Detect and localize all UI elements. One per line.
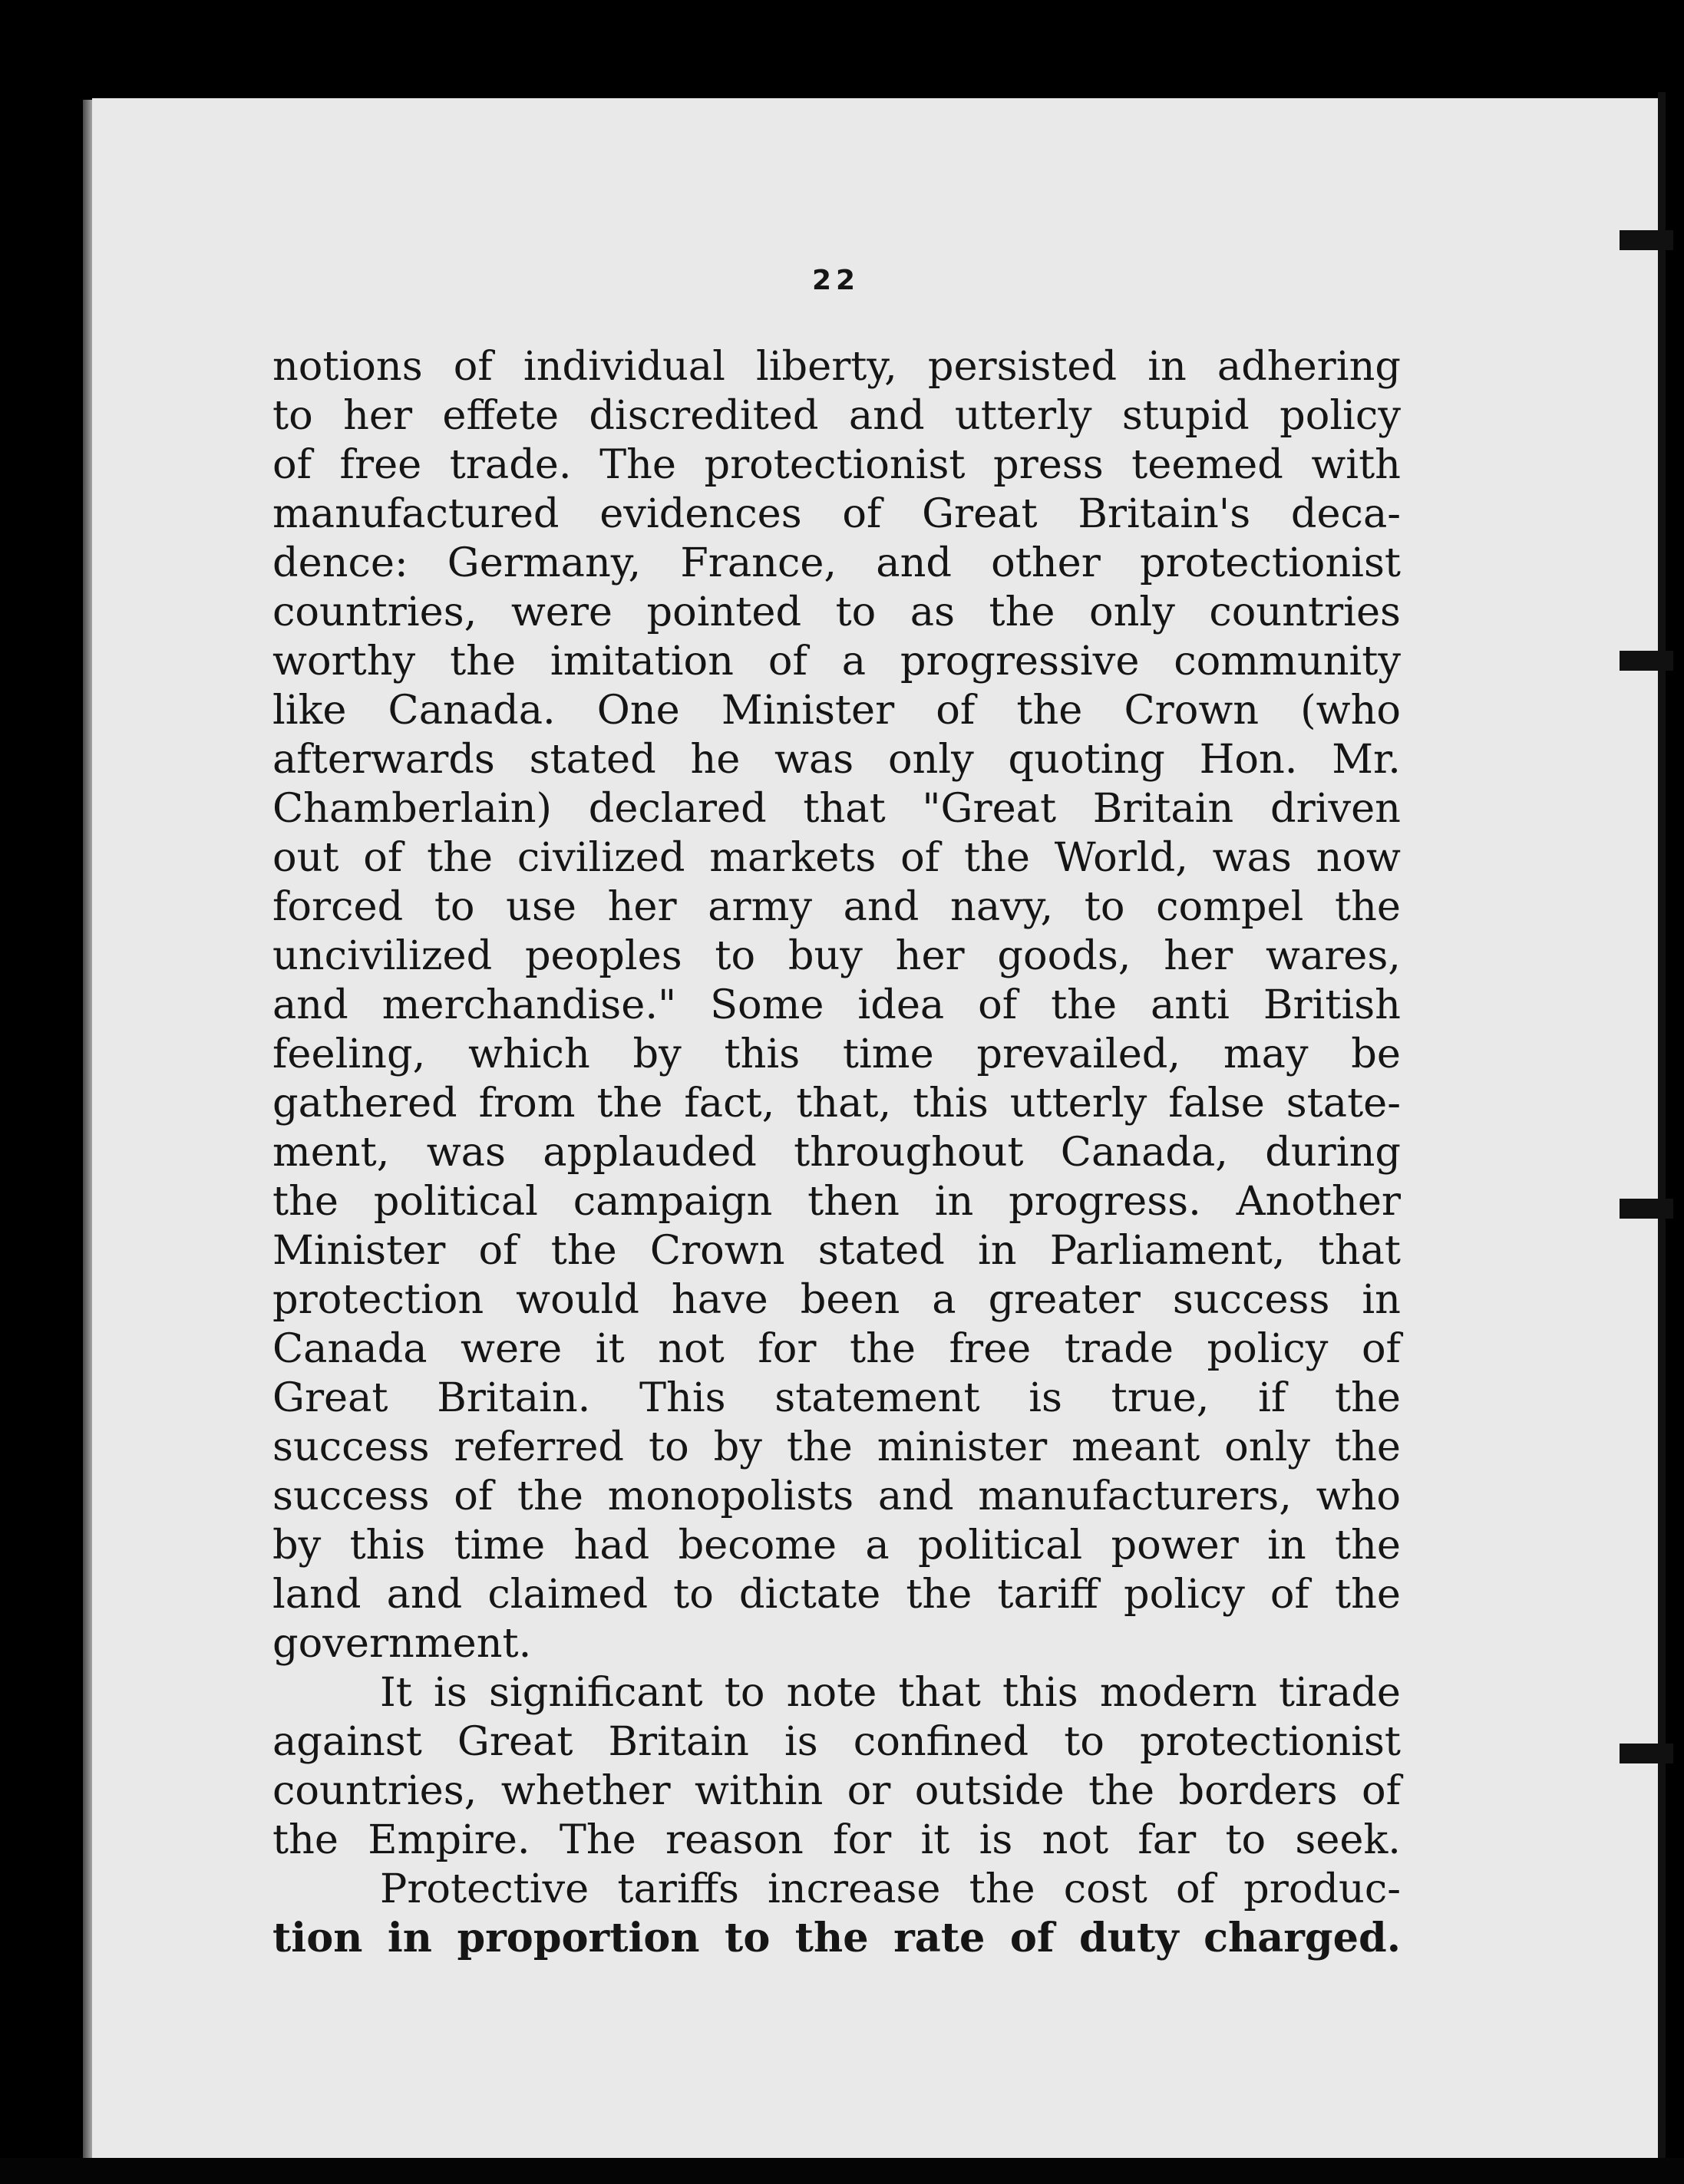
text-line: and merchandise." Some idea of the anti British (272, 981, 1401, 1028)
text-line: notions of individual liberty, persisted in adhering (272, 343, 1401, 390)
text-line: feeling, which by this time prevailed, may be (272, 1031, 1401, 1077)
text-line: worthy the imitation of a progressive community (272, 638, 1401, 685)
text-line: protection would have been a greater success in (272, 1276, 1401, 1323)
text-line: of free trade. The protectionist press teemed with (272, 441, 1401, 488)
scan-bottom-border (0, 2158, 1684, 2184)
text-line: against Great Britain is confined to protectionist (272, 1718, 1401, 1765)
binding-rule (1658, 92, 1666, 2164)
text-line: the Empire. The reason for it is not far to seek. (272, 1816, 1401, 1863)
binding-clip-mark (1620, 230, 1673, 250)
text-line: tion in proportion to the rate of duty charged. (272, 1915, 1401, 1961)
text-line: land and claimed to dictate the tariff policy of the (272, 1571, 1401, 1618)
page-number: 22 (811, 265, 860, 296)
text-line: ment, was applauded throughout Canada, during (272, 1129, 1401, 1176)
text-line: out of the civilized markets of the World, was now (272, 834, 1401, 881)
text-line: Minister of the Crown stated in Parliament, that (272, 1227, 1401, 1274)
text-line: the political campaign then in progress. Another (272, 1178, 1401, 1225)
text-line: gathered from the fact, that, this utterly false state- (272, 1080, 1401, 1127)
text-line: government. (272, 1620, 532, 1667)
text-line: countries, whether within or outside the borders of (272, 1767, 1401, 1814)
text-line: afterwards stated he was only quoting Hon. Mr. (272, 736, 1401, 783)
text-line: dence: Germany, France, and other protectionist (272, 539, 1401, 586)
text-line: forced to use her army and navy, to compel the (272, 883, 1401, 930)
text-line: success of the monopolists and manufacturers, who (272, 1473, 1401, 1519)
text-line: by this time had become a political power in the (272, 1522, 1401, 1569)
text-line: Chamberlain) declared that "Great Britain driven (272, 785, 1401, 832)
text-line: success referred to by the minister meant only the (272, 1424, 1401, 1470)
text-line: Great Britain. This statement is true, if the (272, 1374, 1401, 1421)
text-line-paragraph-start: Protective tariffs increase the cost of produc- (380, 1866, 1401, 1912)
binding-clip-mark (1620, 651, 1673, 671)
body-text (272, 342, 1401, 1963)
text-line: Canada were it not for the free trade policy of (272, 1325, 1401, 1372)
text-line: manufactured evidences of Great Britain's deca- (272, 490, 1401, 537)
text-line-paragraph-start: It is significant to note that this modern tirade (380, 1669, 1401, 1716)
text-line: uncivilized peoples to buy her goods, her wares, (272, 932, 1401, 979)
binding-clip-mark (1620, 1199, 1673, 1219)
text-line: countries, were pointed to as the only countries (272, 589, 1401, 635)
text-line: to her effete discredited and utterly stupid policy (272, 392, 1401, 439)
binding-clip-mark (1620, 1744, 1673, 1763)
text-line: like Canada. One Minister of the Crown (who (272, 687, 1401, 734)
